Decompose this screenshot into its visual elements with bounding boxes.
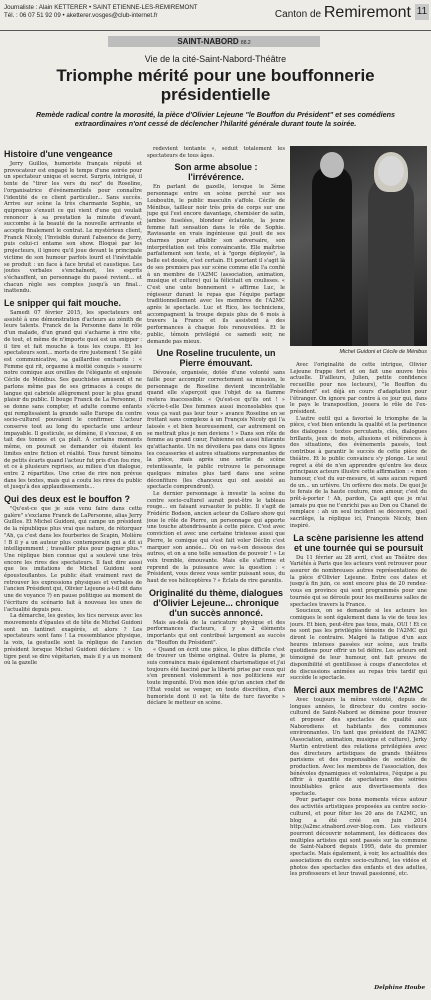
photo-caption: Michel Guidoni et Cécile de Ménibus	[339, 349, 427, 355]
paragraph: En parlant de gazelle, lorsque le 3ème personnage entre en scène perché sur ses Louboutin, le public masculin s'affole. Cécile de Ménibus, tailleur noir très près de corps sur une jupe qui l'est encore davantage, chemisier de satin, jambes fuselées, blondeur éclatante, la jeune femme fait sensation dans le rôle de Sophie. Ravissante en vrais ingénieuse qui jouit de ses charmes pour affaiblir son adversaire, son interprétation est très convaincante. Elle maîtrise parfaitement son texte, et à "gorge déployée", la belle est douée, c'est certain. Et pourtant il s'agit là de ses premiers pas sur scène comme elle l'a confié à un membre de l'A2MC (association, animation, musique et culture) qui la félicitait en coulisses. « C'est une unte bonnement » affirme Luc, le régisseur durant le repas que l'équipe partage traditionnellement avec les membres de l'A2MC après le spectacle. Luc et Rico, les techniciens, accompagnent la troupe depuis plus de 6 mois à travers la France et ils assistent à des performances à chaque fois renouvelées. Et le public, témoin privilégié ce samedi soir, ne demande pas mieux.	[147, 184, 285, 345]
journalist-line: Journaliste : Alain KETTERER • SAINT ETIENNE-LES-REMIREMONT	[4, 4, 198, 11]
article-title	[0, 66, 431, 104]
subhead: Son arme absolue : l'irrévérence.	[174, 162, 258, 183]
title-line-1: Triomphe mérité pour une bouffonnerie	[56, 66, 375, 85]
subhead: Qui des deux est le bouffon ?	[4, 494, 131, 505]
article-kicker: Vie de la cité-Saint-Nabord-Théâtre	[144, 54, 287, 64]
subhead: Merci aux membres de l'A2MC	[293, 684, 424, 695]
contact-line: Tél. : 06 07 51 92 09 • aketterer.vosges@club-internet.fr	[4, 12, 158, 19]
paragraph: "Qu'est-ce que je suis venu faire dans cette galère" s'exclame Franck de LaPersonne, alias Jerry Guillos. Et Michel Guidoni, qui campe un président de la république plus vrai que nature, de rétorquer "Ah, ça c'est dans les fourberies de Scapin, Molière ! B il y a un auteur plus contemporain qui a dit si intelligemment ; travailler plus pour gagner plus." Une réplique bien connue qui a soulevé une très encore les rires des spectateurs. Il faut dire aussi que les imitations de Michel Guidoni sont époustouflantes. Le public était vraiment ravi de retrouver les expressions physiques et verbales de l'ancien Président qui, Olivier Lejeune a-t-il dit dans une de voyance ?) en pause politique au moment de l'écriture du scénario fait à nouveau les unes de l'actualité depuis peu.	[4, 506, 142, 613]
canton-title	[275, 4, 411, 22]
subhead: Une Roseline truculente, un Pierre émouvant.	[156, 348, 276, 369]
section-band	[108, 36, 320, 47]
subhead: La scène parisienne les attend et une tournée qui se poursuit	[293, 532, 424, 553]
paragraph: Avec l'originalité de cette intrigue, Olivier Lejeune frappe fort et on fait une œuvre très actuelle. D'ailleurs, Julien, petite confidence recueillie pour nos lecteurs), "le Bouffon du Président" est déjà en cours d'adaptation pour l'étranger. On ignore par contre à ce jour qui, dans le pays le transposition, jouera le rôle de l'ex-président.	[290, 362, 427, 415]
paragraph: Mais au-delà de la caricature physique et des performances d'acteurs, il y a 2 éléments importants qui ont contribué largement au succès du "Bouffon du Président".	[147, 619, 285, 646]
paragraph: redevient tentante », séduit totalement les spectateurs de tous âges.	[147, 146, 285, 159]
paragraph: Dévouée, organisée, dotée d'une volonté sans faille pour accomplir correctement sa mission, le personnage de Roseline devient incontrôlable quand elle s'aperçoit que l'objet de sa flamme restera inaccessible. « Qu'est-ce qu'ils ont ! » s'écrie-t-elle Des femmes aussi inconsolables que vous ça vaut pas leur tour » avance Roseline en se frottant sans complexe à un François Nicoly qui l'a laissée « et bien heureusement, car autrement on se mettrait plus je nen deviens ! » Dans son rôle de femme au grand cœur, Fabienne est aussi hilarante qu'attachante. Un ne dévoilera pas dans ces lignes les cocasseries et autres situations surprenantes de la pièce, mais après une sortie de scène retentissante, le public retrouve le personnage quelques minutes plus tard dans une scène déconfiture (les chanceux qui ont assisté au spectacle comprendront).	[147, 370, 285, 491]
paragraph: Pour partager ces bons moments vécus autour des activités artistiques proposées au centre socio-culturel, et pour fêter les 20 ans de l'A2MC, un blog a été créé en juin 2014 http://a2mc.stnabord.over-blog.com. Les visiteurs pourront découvrir notamment, les dédicaces des multiples artistes qui sont passés sur la commune de Saint-Nabord depuis 1995, date du premier spectacle. Mais également, à voir, les actualités des associations du centre socio-culturel, les vidéos et photos des spectacles des enfants et des adultes, les professeurs et leur travail passionné, etc.	[290, 797, 427, 878]
section-sub: 88.2	[240, 40, 251, 46]
author-signature: Delphine Hoube	[374, 985, 425, 991]
paragraph: Le dernier personnage à investir la scène du centre socio-culturel aurait peut-être le tableau rouge... en faisant sursauter le public. Il s'agit de Frédéric Bodson, ancien acteur du Collaro show qui joue le rôle de Pierre, un personnage qui apporte une touche attendrissante à cette pièce. C'est avec conviction et avec une certaine tristesse aussi que Pierre, le comique qui s'est fait voler Déclin c'est marquer son année... Où on va-t-on dessous des autres, et on a une telle sensation de pouvoir ! » Le voix tremble, émouvante. Mais elle s'affirme et reprend de la puissance avec la question : « Président, vous devez vous sentir puissant sous, du haut de vos hélicoptères ? » Éclats de rire garantis.	[147, 490, 285, 585]
journalist-info	[4, 4, 198, 20]
paragraph: L'autre outil qui a favorisé le triomphe de la pièce, c'est bien entendu la qualité et la pertinence des dialogues : textes percutants, clés, dialogues brillants, jeux de mots, allusions et références à des situations, des évènements passés, tout contribue à garantir le succès de cette pièce de théâtre. Et le public convaincu s'y plonge. Le seul regret a été de n'en apprendre qu'entre les deux principaux acteurs illustre cette affirmation : « mon humour, c'est du sur-mesure, et sans aucun regard de un... un urfévre. Un orfèvre des mots. De quoi Je te ferais de la haute couture, mon amour, c'est du prêt-à-porter ! Ah, pardon, Ça agit que je m'ai jamais pu que ne t'enrichi pas au Don ou Chanel de remplace : ah un seul incident se découvre, quel sacrilège, la réplique ici, François Nicoly, bien inspiré.	[290, 415, 427, 529]
column-1	[4, 146, 142, 996]
canton-name: Remiremont	[323, 4, 411, 21]
column-3	[290, 362, 427, 996]
article-lead: Remède radical contre la morosité, la pièce d'Olivier Lejeune "le Bouffon du Président" et ses comédiens extraordinaires n'ont cessé de déclencher l'hilarité générale durant toute la soirée.	[35, 110, 396, 128]
paragraph: Soucieux, on se demande si les acteurs les comiques le sont également dans la vie de tous les jours. Et bien, peut-être pas tous, mais, OUI ! Et ce ne sont pas les privilégiés témoins de l'A2MC qui diront le contraire. Malgré la fatigue d'un aux heures intenses passées sur scène, aux traits quotidiens pour offrir un tel délire. Les acteurs ont témoigné de leur humour, ont fait preuve de disponibilité et gentillesse à coups d'anecdotes et de discussions animées au repas très tardif qui succède le spectacle.	[290, 608, 427, 682]
article-photo	[290, 146, 427, 346]
canton-prefix: Canton de	[274, 9, 322, 20]
actress-figure	[368, 176, 414, 346]
paragraph: Du 11 février au 28 avril, c'est au Théâtre des Variétés à Paris que les acteurs vont retrouver pour assurer de nombreuses autres représentations de la pièce d'Olivier Lejeune. Entre ces dates et jusqu'à fin juin, ce sont encore plus de 20 rendez-vous en province qui sont programmés pour une tournée qui se déroule pour les meilleures salles de spectacles travers la France.	[290, 554, 427, 608]
section-name: SAINT-NABORD	[177, 37, 239, 46]
paragraph: Samedi 07 février 2015, les spectateurs ont assisté à une démonstration d'acteurs au zénith de leurs talents. Franck de la Personne dans le rôle d'un malade, d'un grand qui s'acharne à rire vite, de tout, et même de n'importe quoi est un snipper : il tire et fait mouche à tous les coups. Et les spectateurs sont... morts de rire justement ! Se gâté est communicative, sa gaillardise enchante : « Femme qui rit, orgasme à moitié conquis » susurre notre comique aux oreilles de l'élégante et enjouée Cécile de Ménibus. Ses gauchistes amusent et ne parlons même pas de ses grimaces à coups de langue qui cabriole allègrement pour le plus grand plaisir du public. Il bouge Franck de La Personne, il se donne sans compter, et adulte comme enfants qui remplissaient la grande salle Europe du centre socio-culturel pouvaient le confirmer. L'acteur conserve tout au long du spectacle une ardeur impayable. Il gesticule, se démène, il s'excuse, il en tait des tonnes et ça plaît. À certains moments même, on pouvait se demander où étaient les limites entre fiction et réalité. Tous furent témoins de petits écarts quand l'acteur fut pris d'un fou rire, et ce à plusieurs reprises, au milieu d'un dialogue, entre 2 répartites. Une crise de rire non prévue dans les textes, mais qui a coutu les rires du public et jusqu'à des applaudissements...	[4, 310, 142, 491]
column-2	[147, 146, 285, 996]
paragraph: Jerry Guillos, humoriste français réputé et provocateur est engagé le temps d'une soirée pour un spectateur unique et secret. Surpris, intrigué, il tente de "tirer les vers du nez" de Roseline, l'organisatrice d'événementiels pour connaître l'identité de ce client particulier... Sans succès. Arrive sur scène la très charmante Sophie, un quiproquo s'ensuit ce qui vient d'une qui voulait renoncer à sa prestation la minute d'avant, succombe à la beauté de la nouvelle arrivante et accepte finalement le contrat. Le mystérieux client, Franck Nicoly, l'Invisible durant l'absence de Jerry, puis celui-ci entame son show. Bloqué par les projecteurs, il ignore qu'il joue devant le principale victime de son humour parfois lourd et l'inévitable se produit : un face à face brutal et caustique. Les joutes verbales s'enchaînent, les esprits s'échauffent, un personnage du passé revient... et chacun règle ses comptes jusqu'à un final... inattendu.	[4, 161, 142, 295]
paragraph: « Quand on écrit une pièce, le plus difficile c'est de trouver un thème original. Outre la plume, je suis convaincu mais également charismatique et j'ai toujours été fasciné par la liberté prise par ceux qui s'en prennent violemment à nos politiciens sur toute impunité. D'où mon idée qu'un ancien chef de l'État voulut se venger, en toute discrétion, d'un humoriste dont il est la tête de turc favorite » déclare le metteur en scène.	[147, 646, 285, 707]
actor-head	[320, 152, 344, 178]
subhead: Le snipper qui fait mouche.	[4, 298, 122, 309]
paragraph: Avec toujours la même volonté, depuis de longues années, le directeur du centre socio-culturel de Saint-Nabord se démène pour trouver et proposer des spectacles de qualité aux Naborodiens et habitants des communes environnantes. Un tant que président de l'A2MC (Association, animation, musique et culture), Jerky Martin entretient des relations privilégiées avec des directeurs artistiques de grands théâtres parisiens et des responsables de sociétés de production. Avec les membres de l'association, des bénévoles dynamiques et volontaires, l'équipe a pu offrir à quantité de spectateurs des soirées inoubliables grâce aux divertissements des spectacle.	[290, 696, 427, 797]
page-number: 11	[415, 4, 429, 20]
page-header	[0, 0, 431, 31]
title-line-2: présidentielle	[160, 85, 271, 104]
actor-figure	[312, 166, 352, 346]
paragraph: La démarche, les gestes, les tics nerveux avec les mouvements d'épaules et de tête de Michel Guidoni sont un tantinet exagérés, et alors ? Les spectateurs sont fans ! La ressemblance physique, la voix, la gestuelle sont la réplique de l'ancien président lorsque Michel Guidoni déclare : « Un tigre peut se dire végétarien, mais il y a un moment où la gazelle	[4, 613, 142, 667]
subhead: Originalité du thème, dialogues d'Olivier Lejeune... chronique d'un succès annoncé.	[148, 587, 284, 618]
subhead: Histoire d'une vengeance	[4, 149, 113, 159]
actress-head	[378, 156, 404, 186]
